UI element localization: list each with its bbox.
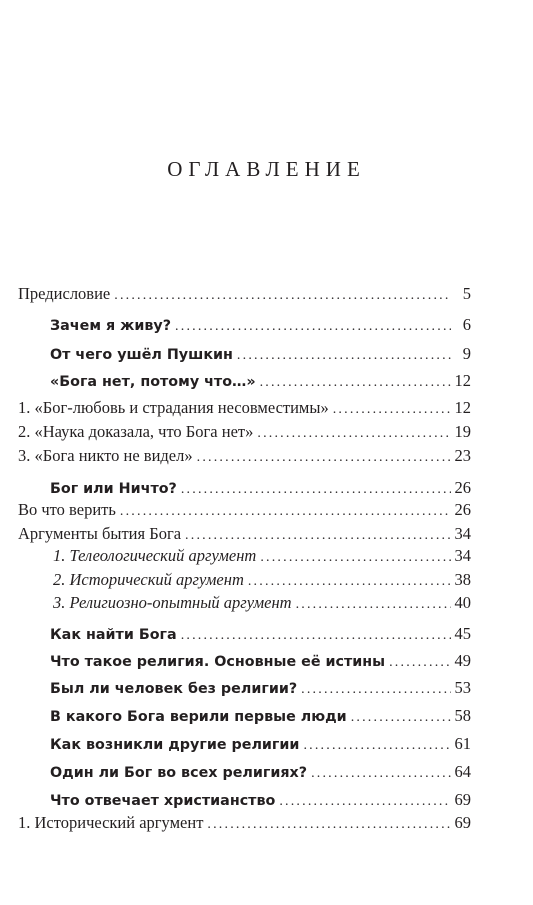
toc-entry [18,422,471,444]
toc-dot-leader [260,550,450,566]
toc-dot-leader [303,738,450,754]
toc-dot-leader [120,504,451,520]
toc-entry [50,734,471,756]
toc-dot-leader [279,794,450,810]
toc-entry-page: 26 [454,478,471,497]
toc-entry-title: Предисловие [18,284,111,303]
toc-entry-title: Аргументы бытия Бога [18,524,182,543]
toc-entry [50,706,471,728]
toc-entry [18,398,471,420]
toc-entry-title: Во что верить [18,500,116,519]
toc-dot-leader [175,319,451,335]
toc-entry [50,624,471,646]
toc-entry-page: 53 [454,678,471,697]
toc-dot-leader [257,426,450,442]
toc-dot-leader [237,348,451,364]
toc-entry [50,344,471,366]
toc-entry-page: 9 [462,344,471,363]
toc-entry [50,762,471,784]
toc-entry-title: Был ли человек без религии? [50,681,298,697]
toc-dot-leader [181,482,451,498]
page-title: ОГЛАВЛЕНИЕ [167,157,366,181]
toc-entry [50,371,471,393]
toc-entry-title: 2. Исторический аргумент [53,570,244,589]
toc-dot-leader [296,597,451,613]
toc-entry-page: 69 [454,813,471,832]
toc-entry [18,446,471,468]
toc-entry-page: 45 [454,624,471,643]
toc-dot-leader [351,710,451,726]
toc-entry-page: 34 [454,524,471,543]
toc-entry-title: Один ли Бог во всех религиях? [50,765,308,781]
toc-entry [50,651,471,673]
toc-entry-page: 34 [454,546,471,565]
toc-entry [18,813,471,835]
toc-entry-page: 58 [454,706,471,725]
toc-entry-page: 26 [454,500,471,519]
toc-entry-page: 49 [454,651,471,670]
toc-entry-page: 5 [462,284,471,303]
toc-entry-title: 1. «Бог-любовь и страдания несовместимы» [18,398,329,417]
toc-entry [50,315,471,337]
toc-entry-page: 61 [454,734,471,753]
toc-entry-page: 38 [454,570,471,589]
toc-entry-title: 2. «Наука доказала, что Бога нет» [18,422,254,441]
toc-entry [18,500,471,522]
toc-entry-title: Как возникли другие религии [50,737,300,753]
toc-entry-title: «Бога нет, потому что…» [50,374,256,390]
toc-dot-leader [207,817,450,833]
toc-entry-title: 1. Исторический аргумент [18,813,204,832]
toc-entry [18,524,471,546]
toc-entry-title: Что такое религия. Основные её истины [50,654,386,670]
toc-entry-title: 1. Телеологический аргумент [53,546,257,565]
toc-dot-leader [260,375,451,391]
toc-entry-page: 40 [454,593,471,612]
toc-entry-title: Бог или Ничто? [50,481,177,497]
toc-entry-page: 12 [454,398,471,417]
toc-entry-title: От чего ушёл Пушкин [50,347,233,363]
toc-entry-title: 3. «Бога никто не видел» [18,446,193,465]
toc-dot-leader [333,402,451,418]
toc-entry [53,546,471,568]
toc-dot-leader [389,655,450,671]
toc-entry [50,678,471,700]
toc-entry [50,790,471,812]
toc-entry-page: 19 [454,422,471,441]
toc-dot-leader [301,682,450,698]
toc-entry [53,593,471,615]
toc-entry-title: 3. Религиозно-опытный аргумент [53,593,292,612]
toc-entry-page: 64 [454,762,471,781]
toc-dot-leader [181,628,451,644]
toc-entry [53,570,471,592]
toc-dot-leader [248,574,451,590]
toc-entry-title: Что отвечает христианство [50,793,276,809]
toc-dot-leader [311,766,450,782]
toc-dot-leader [197,450,451,466]
toc-entry [18,284,471,306]
toc-entry-title: Зачем я живу? [50,318,172,334]
toc-entry-page: 23 [454,446,471,465]
toc-dot-leader [185,528,450,544]
toc-entry-page: 12 [454,371,471,390]
toc-dot-leader [114,288,451,304]
toc-entry [50,478,471,500]
toc-entry-page: 6 [462,315,471,334]
toc-entry-title: В какого Бога верили первые люди [50,709,347,725]
toc-entry-title: Как найти Бога [50,627,177,643]
toc-entry-page: 69 [454,790,471,809]
